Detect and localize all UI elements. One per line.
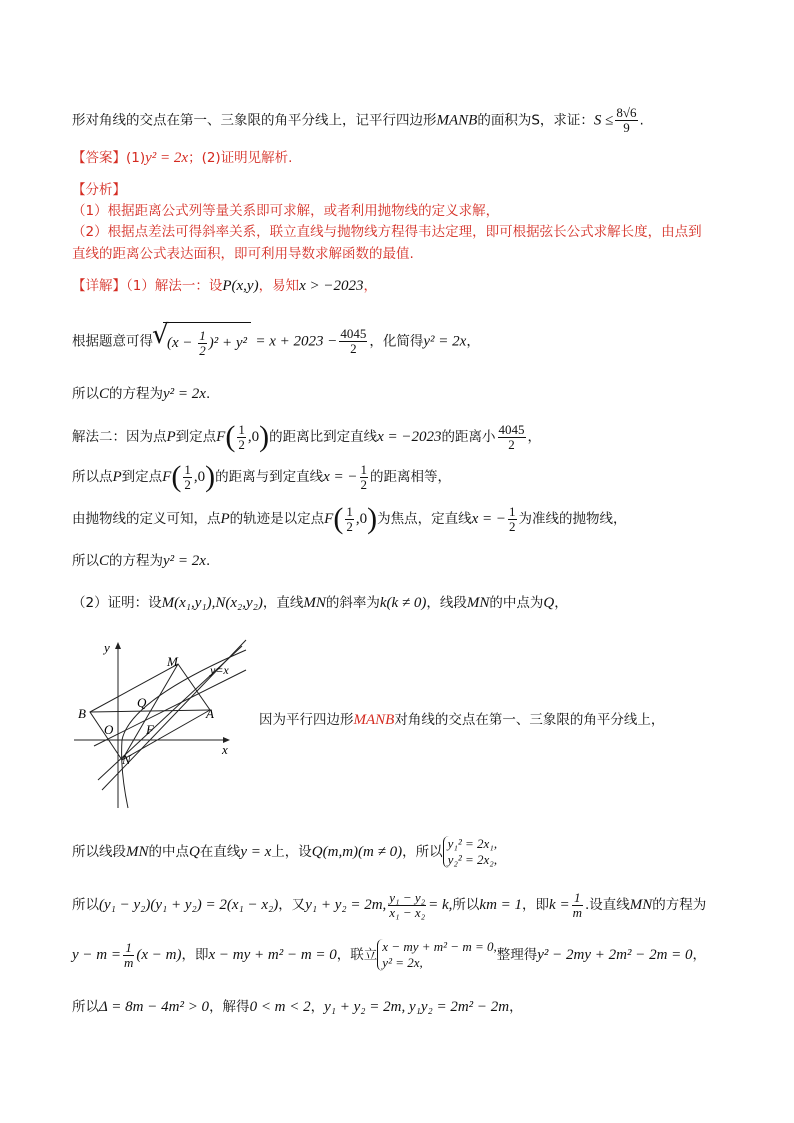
m2-x: x = −2023	[377, 429, 442, 445]
m2c-g: 为准线的抛物线，	[518, 511, 627, 527]
area-symbol: S ≤	[593, 112, 614, 129]
m2c-paren-close: )	[367, 502, 378, 535]
mid-a: 所以线段	[72, 844, 126, 860]
parabola-figure	[70, 630, 250, 810]
half-fraction	[198, 329, 207, 358]
m2-p: P	[166, 429, 176, 445]
eq-end: ，	[466, 333, 480, 350]
midpoint-line	[72, 834, 754, 870]
mid-yx: y = x	[240, 844, 272, 860]
m2b-b: 到定点	[121, 469, 163, 485]
leq-e3: x − my + m² − m = 0	[208, 947, 337, 963]
distance-equation-line	[72, 322, 754, 361]
delta-line	[72, 997, 754, 1017]
m2b-e: 的距离与到定直线	[215, 469, 324, 485]
proof-b: ，直线	[262, 595, 304, 611]
proof-q: Q	[543, 595, 555, 611]
proof-end: ，	[554, 595, 568, 611]
delta-e1: Δ = 8m − 4m² > 0	[99, 999, 210, 1015]
detail-condition: x > −2023	[299, 278, 364, 294]
m2-g: 的距离小	[441, 429, 496, 445]
sys1-row2: y₂² = 2x₂,	[447, 852, 498, 867]
slope-fd: x₁ − x₂	[389, 904, 426, 920]
mid-qm: Q(m,m)(m ≠ 0)	[311, 844, 403, 860]
mid-b: 的中点	[148, 844, 189, 860]
sys2-row1: x − my + m² − m = 0,	[382, 939, 497, 954]
m2-c: ,0	[247, 429, 260, 445]
conclusion-line-2	[72, 551, 754, 571]
m2c-a: 由抛物线的定义可知，点	[72, 511, 221, 527]
leq-d: m	[123, 954, 134, 970]
eq-mid: = x + 2023 −	[255, 333, 338, 350]
m2c-n2: 1	[509, 503, 516, 519]
k-num: 1	[572, 891, 583, 906]
m2b-d: 2	[184, 476, 191, 492]
m2b-p: P	[112, 469, 122, 485]
m2-end: ，	[527, 429, 541, 445]
parallelogram-name: MANB	[436, 112, 478, 129]
so1-pre: 所以	[72, 386, 99, 402]
slope-b: ，又	[278, 897, 306, 913]
m2-n2: 4045	[498, 421, 525, 437]
answer-part2: (2)	[201, 150, 221, 166]
analysis-label: 【分析】	[72, 182, 126, 198]
delta-c: ，	[310, 999, 325, 1015]
proof-a: （2）证明：设	[72, 595, 162, 611]
half-num: 1	[199, 328, 206, 344]
m2c-frac	[345, 505, 354, 534]
line-equation-line	[72, 936, 754, 974]
method2-line	[72, 420, 754, 454]
slope-e3: = k,	[428, 897, 453, 913]
slope-c: 所以	[452, 897, 480, 913]
proof-mn2: MN	[466, 595, 490, 611]
leq-e4: y² − 2my + 2m² − 2m = 0	[537, 947, 693, 963]
mid-q: Q	[189, 844, 200, 860]
m2-paren-open: (	[225, 420, 236, 453]
bound-denominator: 9	[623, 120, 630, 135]
label-o: O	[104, 722, 114, 737]
line-bn-extended	[94, 670, 246, 746]
proof-e: 的中点为	[489, 595, 544, 611]
conclusion-line-1	[72, 384, 754, 404]
m2-d2: 2	[508, 436, 515, 452]
m2b-d2: 2	[360, 476, 367, 492]
delta-end: ，	[509, 999, 523, 1015]
m2-b: 到定点	[175, 429, 217, 445]
m2b-a: 所以点	[72, 469, 113, 485]
curve-c-2: C	[99, 553, 110, 569]
slope-e1: (y₁ − y₂)(y₁ + y₂) = 2(x₁ − x₂)	[99, 897, 279, 913]
m2b-n2: 1	[360, 461, 367, 477]
leq-e1: y − m =	[72, 947, 121, 963]
so1-mid: 的方程为	[109, 386, 164, 402]
so2-eq: y² = 2x	[163, 553, 206, 569]
system-1	[443, 836, 498, 868]
m2-e: 的距离比到定直线	[269, 429, 378, 445]
eq-result: y² = 2x	[423, 333, 467, 350]
m2c-x: x = −	[471, 511, 506, 527]
m2b-c: ,0	[193, 469, 206, 485]
answer-part1: (1)	[126, 150, 146, 166]
k-fraction	[572, 891, 583, 920]
so1-end: .	[205, 386, 211, 402]
fig-text-a: 因为平行四边形	[259, 712, 354, 728]
method2c-line	[72, 502, 754, 536]
m2-d: 2	[238, 436, 245, 452]
proof-line	[72, 593, 754, 613]
proof-mn: MN	[303, 595, 326, 611]
m2b-n: 1	[184, 461, 191, 477]
answer-equation: y² = 2x	[145, 150, 189, 166]
mid-e: ，所以	[402, 844, 443, 860]
m2b-frac	[183, 463, 192, 492]
detail-line	[72, 276, 754, 296]
slope-k: k =	[549, 897, 570, 913]
proof-d: ，线段	[426, 595, 467, 611]
so2-end: .	[205, 553, 211, 569]
delta-e2: 0 < m < 2	[249, 999, 311, 1015]
diagonal-mn	[122, 664, 178, 760]
method2b-line	[72, 460, 754, 494]
m2b-paren-close: )	[205, 460, 216, 493]
label-n: N	[122, 752, 131, 767]
curve-c: C	[99, 386, 110, 402]
m2c-f: F	[324, 511, 334, 527]
m2c-c: ,0	[355, 511, 368, 527]
m2b-x: x = −	[323, 469, 358, 485]
eq-pre: 根据题意可得	[72, 333, 153, 350]
label-b: B	[78, 706, 86, 721]
m2-frac	[237, 423, 246, 452]
sqrt-left: (x −	[167, 335, 197, 351]
answer-sep: ；	[188, 150, 202, 166]
half-den: 2	[199, 343, 206, 359]
m2c-p: P	[220, 511, 230, 527]
m2c-n: 1	[346, 503, 353, 519]
slope-e2: y₁ + y₂ = 2m,	[305, 897, 387, 913]
slope-f: 的方程为	[652, 897, 707, 913]
delta-a: 所以	[72, 999, 99, 1015]
m2c-b: 的轨迹是以定点	[229, 511, 325, 527]
m2b-paren-open: (	[171, 460, 182, 493]
slope-mn: MN	[629, 897, 653, 913]
m2c-frac2	[508, 505, 517, 534]
mid-d: 上，设	[271, 844, 312, 860]
m2c-paren-open: (	[333, 502, 344, 535]
slope-a: 所以	[72, 897, 99, 913]
slope-d: ，即	[522, 897, 550, 913]
m2-frac2	[498, 423, 526, 452]
eq-simplify: ，化简得	[369, 333, 424, 350]
point-p: P(x,y)	[222, 278, 259, 294]
leq-end: ，	[692, 947, 707, 963]
y-axis-arrow	[115, 642, 121, 649]
leq-fraction	[123, 941, 134, 970]
proof-k: k(k ≠ 0)	[379, 595, 427, 611]
so2-mid: 的方程为	[109, 553, 164, 569]
so1-eq: y² = 2x	[163, 386, 206, 402]
slope-km: km = 1	[479, 897, 523, 913]
figure-text-line	[259, 710, 754, 730]
m2c-e: 为焦点，定直线	[377, 511, 472, 527]
intro-text-b: 的面积为S，求证：	[477, 112, 594, 129]
intro-text: 形对角线的交点在第一、三象限的角平分线上，记平行四边形	[72, 112, 437, 129]
sys2-row2: y² = 2x,	[382, 955, 423, 970]
m2-a: 解法二：因为点	[72, 429, 167, 445]
analysis-line-2: （2）根据点差法可得斜率关系，联立直线与抛物线方程得韦达定理，即可根据弦长公式求解长度，由点到	[72, 224, 702, 240]
intro-end: .	[639, 112, 644, 129]
label-yx: y=x	[210, 663, 229, 677]
fig-text-b: 对角线的交点在第一、三象限的角平分线上，	[394, 712, 665, 728]
slope-fraction	[388, 891, 426, 920]
m2-paren-close: )	[259, 420, 270, 453]
slope-line	[72, 888, 754, 922]
slope-e: .设直线	[584, 897, 630, 913]
so2-pre: 所以	[72, 553, 99, 569]
analysis-line-1: （1）根据距离公式列等量关系即可求解，或者利用抛物线的定义求解，	[72, 203, 500, 219]
bound-fraction	[615, 106, 637, 135]
leq-b: ，联立	[336, 947, 378, 963]
label-f: F	[146, 722, 154, 737]
eq-frac-den: 2	[350, 341, 357, 356]
leq-n: 1	[123, 941, 134, 956]
m2-f: F	[216, 429, 226, 445]
eq-frac-num: 4045	[340, 326, 367, 341]
k-den: m	[572, 904, 582, 920]
bound-numerator: 8√6	[616, 105, 637, 120]
delta-b: ，解得	[209, 999, 250, 1015]
answer-line	[72, 148, 754, 168]
proof-c: 的斜率为	[325, 595, 380, 611]
slope-fn: y₁ − y₂	[389, 889, 426, 905]
detail-comma: ，	[363, 278, 377, 294]
m2b-g: 的距离相等，	[370, 469, 451, 485]
sqrt-expression	[163, 322, 251, 361]
eq-fraction	[339, 327, 367, 356]
label-a: A	[206, 706, 214, 721]
label-q: Q	[137, 695, 147, 710]
leq-c: 整理得	[496, 947, 538, 963]
detail-know: ，易知	[258, 278, 300, 294]
intro-line	[72, 106, 754, 135]
m2c-d2: 2	[509, 518, 516, 534]
proof-points: M(x₁,y₁),N(x₂,y₂)	[161, 595, 263, 611]
label-y: y	[104, 640, 110, 655]
label-x: x	[222, 742, 228, 757]
m2b-frac2	[360, 463, 369, 492]
detail-head: （1）解法一：设	[126, 278, 223, 294]
delta-e3: y₁ + y₂ = 2m, y₁y₂ = 2m² − 2m	[324, 999, 510, 1015]
mid-c: 在直线	[199, 844, 241, 860]
answer-rest: 证明见解析.	[220, 150, 293, 166]
label-m: M	[167, 654, 178, 669]
sys1-row1: y₁² = 2x₁,	[447, 836, 498, 851]
fig-text-name: MANB	[353, 712, 395, 728]
m2c-d: 2	[346, 518, 353, 534]
detail-label: 【详解】	[72, 278, 126, 294]
mid-mn: MN	[126, 844, 149, 860]
leq-e2: (x − m)	[136, 947, 182, 963]
m2-n: 1	[238, 421, 245, 437]
answer-label: 【答案】	[72, 150, 126, 166]
analysis-line-3: 直线的距离公式表达面积，即可利用导数求解函数的最值.	[72, 246, 414, 262]
m2b-f: F	[162, 469, 172, 485]
sqrt-right: )² + y²	[208, 335, 248, 351]
leq-a: ，即	[181, 947, 209, 963]
system-2	[377, 939, 496, 971]
